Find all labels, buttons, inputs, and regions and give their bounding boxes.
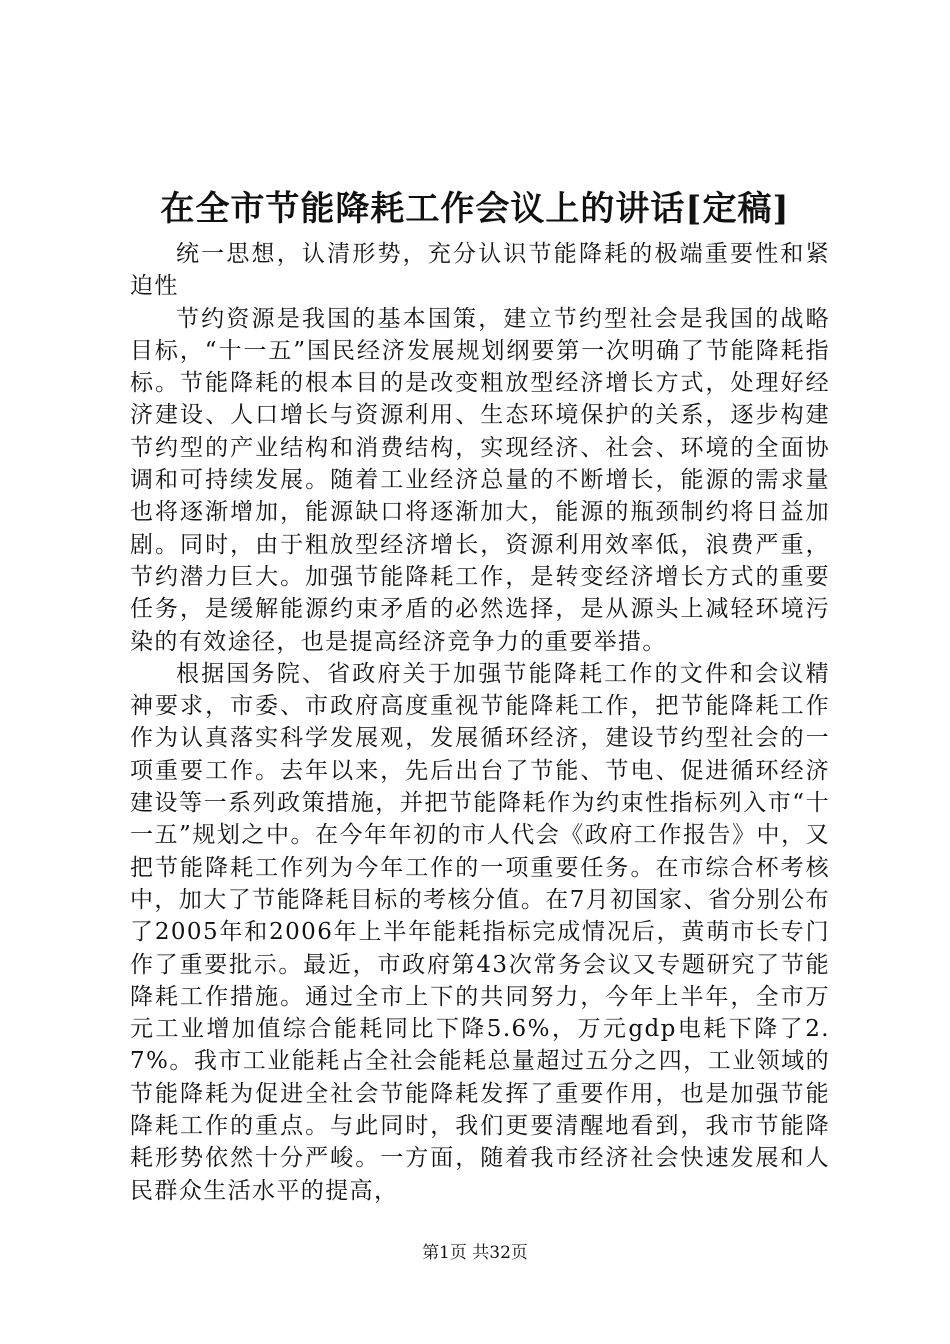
paragraph: 节约资源是我国的基本国策，建立节约型社会是我国的战略目标，“十一五”国民经济发展规划纲要第一次明确了节能降耗指标。节能降耗的根本目的是改变粗放型经济增长方式，处理好经济建设、人口增长与资源利用、生态环境保护的关系，逐步构建节约型的产业结构和消费结构，实现经济、社会、环境的全面协调和可持续发展。随着工业经济总量的不断增长，能源的需求量也将逐渐增加，能源缺口将逐渐加大，能源的瓶颈制约将日益加剧。同时，由于粗放型经济增长，资源利用效率低，浪费严重，节约潜力巨大。加强节能降耗工作，是转变经济增长方式的重要任务，是缓解能源约束矛盾的必然选择，是从源头上减轻环境污染的有效途径，也是提高经济竞争力的重要举措。 — [130, 305, 830, 655]
document-body — [130, 238, 830, 1207]
paragraph: 根据国务院、省政府关于加强节能降耗工作的文件和会议精神要求，市委、市政府高度重视节能降耗工作，把节能降耗工作作为认真落实科学发展观，发展循环经济，建设节约型社会的一项重要工作。去年以来，先后出台了节能、节电、促进循环经济建设等一系列政策措施，并把节能降耗作为约束性指标列入市“十一五”规划之中。在今年年初的市人代会《政府工作报告》中，又把节能降耗工作列为今年工作的一项重要任务。在市综合杯考核中，加大了节能降耗目标的考核分值。在7月初国家、省分别公布了2005年和2006年上半年能耗指标完成情况后，黄萌市长专门作了重要批示。最近，市政府第43次常务会议又专题研究了节能降耗工作措施。通过全市上下的共同努力，今年上半年，全市万元工业增加值综合能耗同比下降5.6%，万元gdp电耗下降了2.7%。我市工业能耗占全社会能耗总量超过五分之四，工业领域的节能降耗为促进全社会节能降耗发挥了重要作用，也是加强节能降耗工作的重点。与此同时，我们更要清醒地看到，我市节能降耗形势依然十分严峻。一方面，随着我市经济社会快速发展和人民群众生活水平的提高， — [130, 660, 830, 1204]
paragraph-heading: 统一思想，认清形势，充分认识节能降耗的极端重要性和紧迫性 — [130, 241, 830, 300]
document-title: 在全市节能降耗工作会议上的讲话[定稿] — [160, 189, 790, 229]
page-number-footer: 第1页 共32页 — [422, 1243, 528, 1263]
